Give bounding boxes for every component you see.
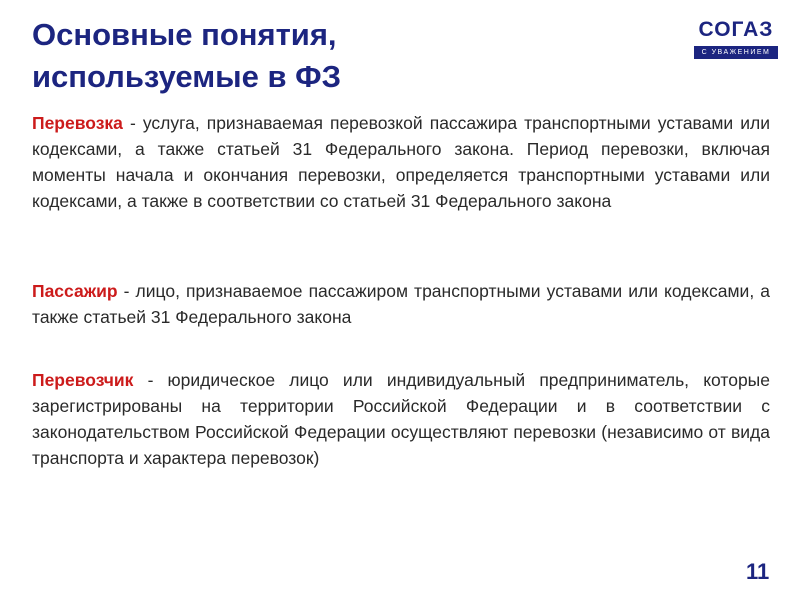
definition-perevozka-text: - услуга, признаваемая перевозкой пассажира транспортными уставами или кодексами, а также статьей 31 Федерального закона. Период перевозки, включая моменты начала и окончания перевозки, определяется транспортными уставами или кодексами, а также в соответствии со статьей 31 Федерального закона <box>32 113 770 211</box>
slide-title <box>32 14 341 98</box>
term-passazhir: Пассажир <box>32 281 118 301</box>
slide-title-line-1: Основные понятия, <box>32 17 337 52</box>
definition-passazhir-text: - лицо, признаваемое пассажиром транспортными уставами или кодексами, а также статьей 31 Федерального закона <box>32 281 770 327</box>
definition-perevozchik <box>32 367 770 471</box>
logo-wordmark: СОГАЗ <box>698 18 774 41</box>
term-perevozka: Перевозка <box>32 113 123 133</box>
definition-passazhir <box>32 278 770 330</box>
slide-title-line-2: используемые в ФЗ <box>32 59 342 94</box>
sogaz-logo <box>694 17 778 61</box>
term-perevozchik: Перевозчик <box>32 370 134 390</box>
logo-tagline: С УВАЖЕНИЕМ <box>694 46 778 59</box>
page-number: 11 <box>746 559 770 584</box>
definition-perevozchik-text: - юридическое лицо или индивидуальный предприниматель, которые зарегистрированы на территории Российской Федерации и в соответствии с законодательством Российской Федерации осуществляют перевозки (независимо от вида транспорта и характера перевозок) <box>32 370 770 468</box>
definition-perevozka <box>32 110 770 214</box>
